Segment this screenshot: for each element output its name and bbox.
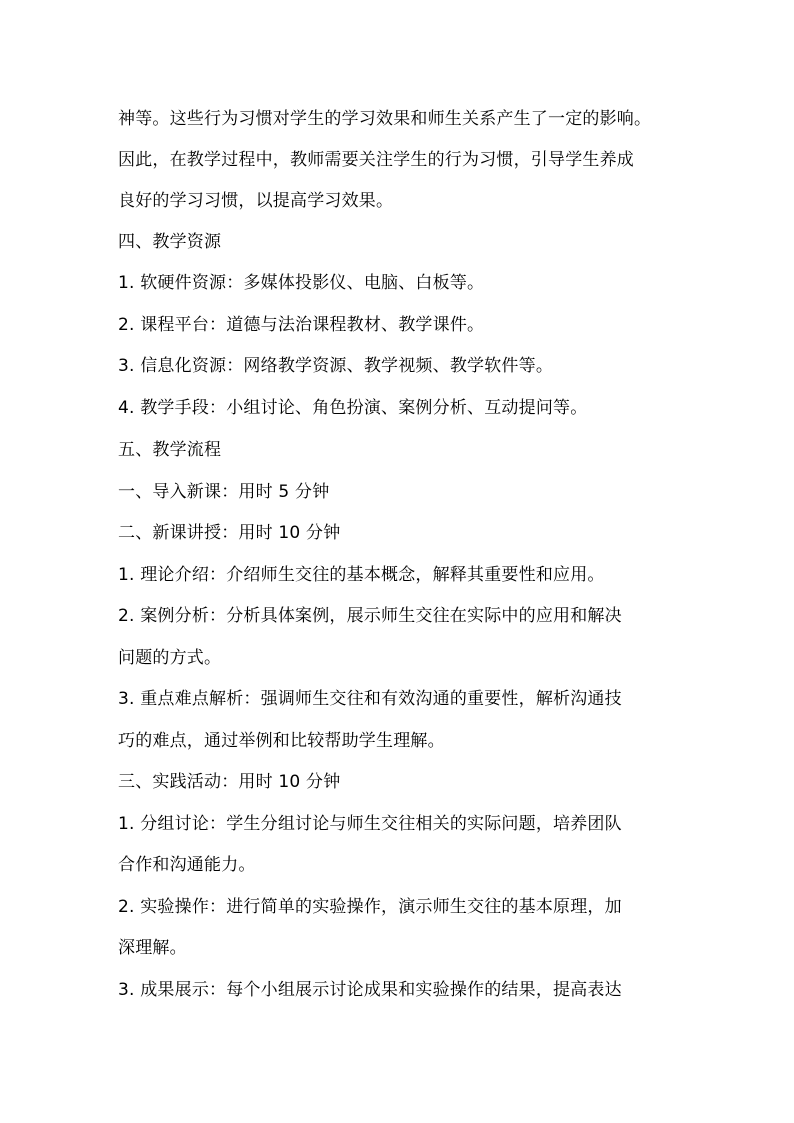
list-item: 3. 重点难点解析：强调师生交往和有效沟通的重要性，解析沟通技 (118, 689, 622, 709)
list-item: 3. 信息化资源：网络教学资源、教学视频、教学软件等。 (118, 356, 554, 376)
list-item: 1. 理论介绍：介绍师生交往的基本概念，解释其重要性和应用。 (118, 565, 605, 585)
text-line: 良好的学习习惯，以提高学习效果。 (118, 191, 394, 211)
list-item: 2. 案例分析：分析具体案例，展示师生交往在实际中的应用和解决 (118, 606, 622, 626)
text-line: 巧的难点，通过举例和比较帮助学生理解。 (118, 731, 445, 751)
list-item: 1. 软硬件资源：多媒体投影仪、电脑、白板等。 (118, 273, 485, 293)
list-item: 2. 实验操作：进行简单的实验操作，演示师生交往的基本原理，加 (118, 897, 622, 917)
list-item: 4. 教学手段：小组讨论、角色扮演、案例分析、互动提问等。 (118, 398, 588, 418)
text-line: 深理解。 (118, 938, 187, 958)
list-item: 2. 课程平台：道德与法治课程教材、教学课件。 (118, 315, 485, 335)
subsection-heading: 一、导入新课：用时 5 分钟 (118, 482, 330, 502)
section-heading: 四、教学资源 (118, 232, 222, 252)
text-line: 神等。这些行为习惯对学生的学习效果和师生关系产生了一定的影响。 (118, 109, 652, 129)
text-line: 合作和沟通能力。 (118, 855, 256, 875)
text-line: 问题的方式。 (118, 648, 222, 668)
subsection-heading: 三、实践活动：用时 10 分钟 (118, 772, 341, 792)
section-heading: 五、教学流程 (118, 440, 222, 460)
list-item: 3. 成果展示：每个小组展示讨论成果和实验操作的结果，提高表达 (118, 980, 622, 1000)
subsection-heading: 二、新课讲授：用时 10 分钟 (118, 523, 341, 543)
list-item: 1. 分组讨论：学生分组讨论与师生交往相关的实际问题，培养团队 (118, 814, 622, 834)
text-line: 因此，在教学过程中，教师需要关注学生的行为习惯，引导学生养成 (118, 150, 634, 170)
